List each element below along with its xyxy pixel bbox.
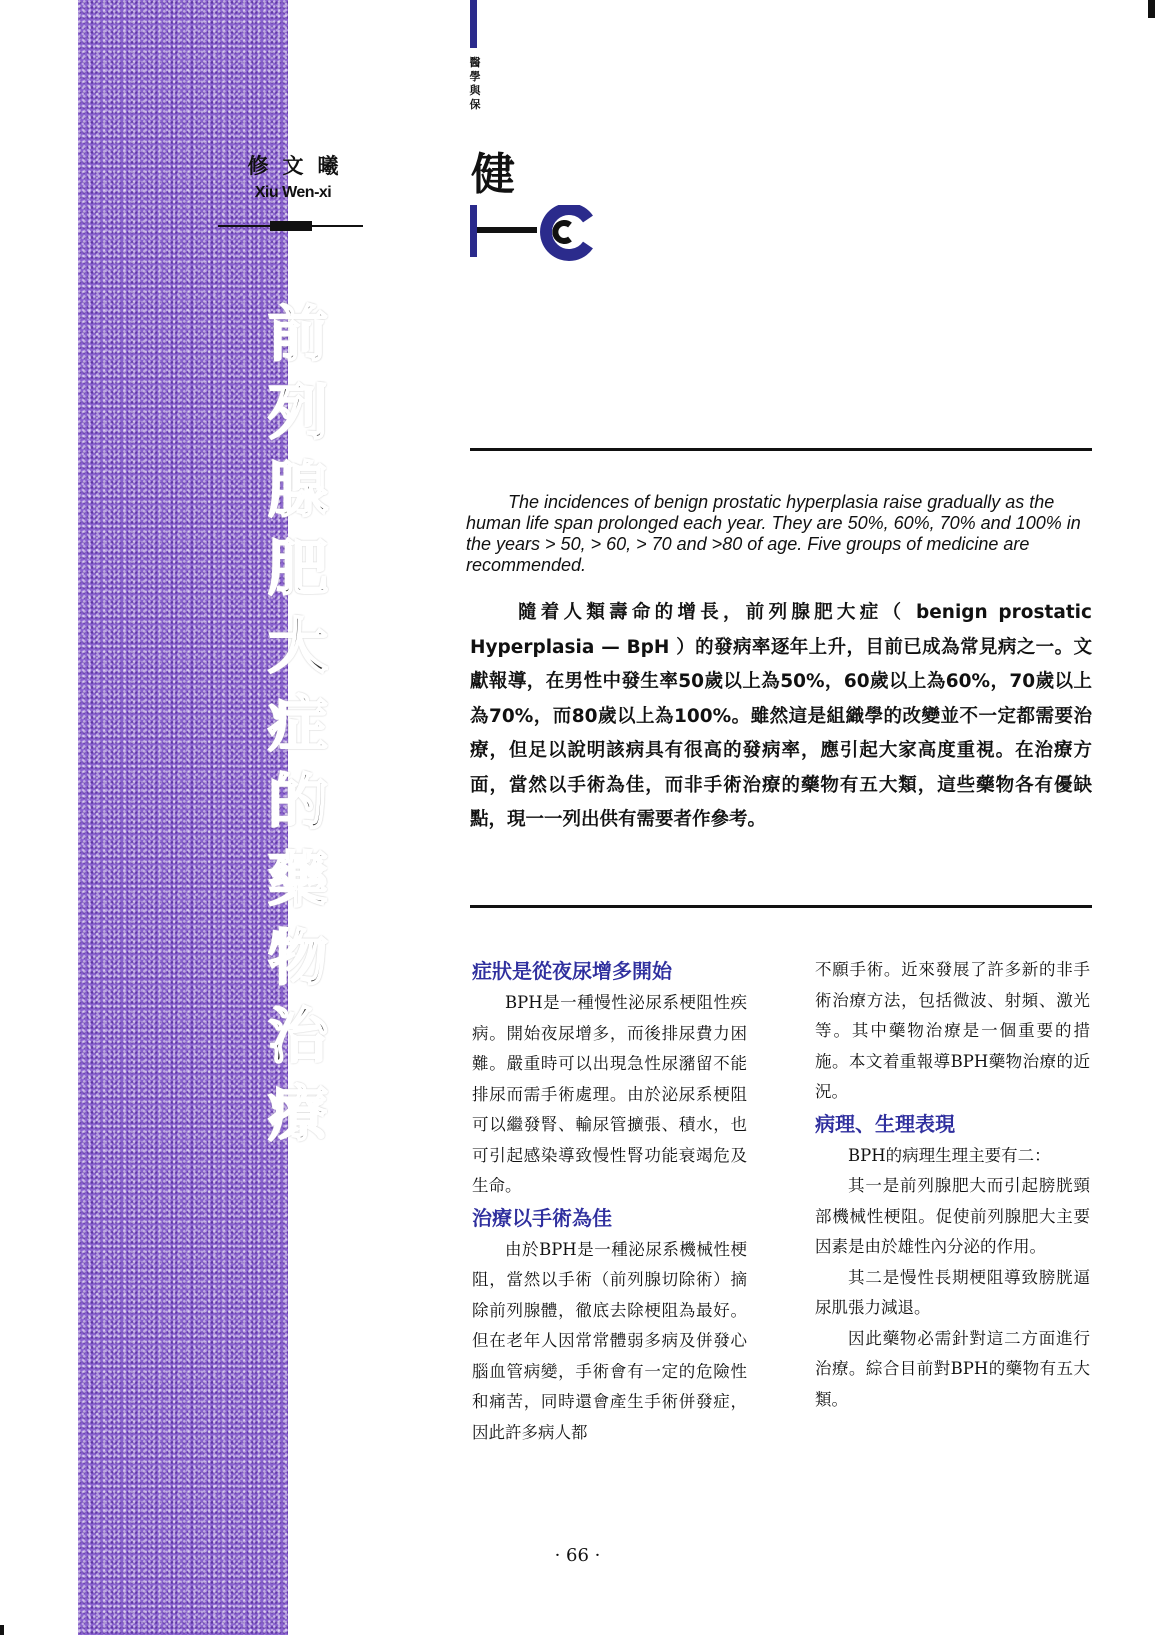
- title-char: 大: [268, 612, 328, 682]
- body-paragraph: BPH是一種慢性泌尿系梗阻性疾病。開始夜尿增多，而後排尿費力困難。嚴重時可以出現急性尿瀦留不能排尿而需手術處理。由於泌尿系梗阻可以繼發腎、輸尿管擴張、積水，也可引起感染導致慢性腎功能衰竭危及生命。: [472, 993, 747, 1195]
- corner-registration-mark: [1148, 0, 1155, 18]
- body-paragraph: 因此藥物必需針對這二方面進行治療。綜合目前對BPH的藥物有五大類。: [815, 1328, 1090, 1409]
- section-heading: 治療以手術為佳: [472, 1205, 612, 1230]
- page-number: · 66 ·: [554, 1545, 601, 1566]
- title-char: 列: [268, 378, 328, 448]
- decorative-purple-band: [78, 0, 288, 1635]
- title-char: 藥: [268, 846, 328, 916]
- divider-bottom: [470, 905, 1092, 908]
- body-paragraph: 其一是前列腺肥大而引起膀胱頸部機械性梗阻。促使前列腺肥大主要因素是由於雄性內分泌的作用。: [815, 1176, 1090, 1256]
- title-char: 物: [268, 924, 328, 994]
- title-char: 腺: [268, 456, 328, 526]
- section-heading: 病理、生理表現: [815, 1111, 955, 1136]
- body-paragraph: 其二是慢性長期梗阻導致膀胱逼尿肌張力減退。: [815, 1267, 1090, 1317]
- section-category-vertical: 醫學與保: [469, 56, 481, 111]
- body-column-left: [472, 955, 747, 1448]
- body-paragraph: BPH的病理生理主要有二：: [848, 1145, 1051, 1165]
- logo-bar-top: [470, 0, 477, 48]
- body-column-right: [815, 955, 1090, 1415]
- title-char: 治: [268, 1002, 328, 1072]
- title-char: 肥: [268, 534, 328, 604]
- section-heading: 症狀是從夜尿增多開始: [472, 959, 672, 983]
- author-rule-accent: [270, 221, 312, 231]
- section-category-char: 健: [471, 149, 515, 200]
- article-title: [258, 296, 338, 1154]
- title-char: 的: [268, 768, 328, 838]
- section-logo: [470, 0, 600, 265]
- hc-logo-icon: [470, 205, 600, 265]
- abstract-chinese: 隨着人類壽命的增長，前列腺肥大症（ benign prostatic Hyperplasia — BpH ）的發病率逐年上升，目前已成為常見病之一。文獻報導，在男性中發生率50歲以上為50%，60歲以上為60%，70歲以上為70%，而80歲以上為100%。雖然這是組織學的改變並不一定都需要治療，但足以說明該病具有很高的發病率，應引起大家高度重視。在治療方面，當然以手術為佳，而非手術治療的藥物有五大類，這些藥物各有優缺點，現一一列出供有需要者作參考。: [470, 602, 1092, 830]
- title-char: 前: [268, 300, 328, 370]
- title-char: 療: [268, 1080, 328, 1150]
- body-paragraph: 由於BPH是一種泌尿系機械性梗阻，當然以手術（前列腺切除術）摘除前列腺體，徹底去除梗阻為最好。但在老年人因常常體弱多病及併發心腦血管病變，手術會有一定的危險性和痛苦，同時還會產生手術併發症，因此許多病人都: [472, 1239, 747, 1442]
- body-paragraph: 不願手術。近來發展了許多新的非手術治療方法，包括微波、射頻、激光等。其中藥物治療是一個重要的措施。本文着重報導BPH藥物治療的近況。: [815, 960, 1090, 1101]
- divider-top: [470, 448, 1092, 451]
- author-name-zh: 修文曦: [247, 154, 353, 178]
- corner-registration-mark-bottom: [0, 1625, 4, 1635]
- author-block: [218, 150, 368, 202]
- author-name-en: Xiu Wen-xi: [254, 184, 332, 201]
- abstract-english: The incidences of benign prostatic hyperplasia raise gradually as the human life span prolonged each year. They are 50%, 60%, 70% and 100% in the years > 50, > 60, > 70 and >80 of age. Five groups of medicine are recommended.: [466, 492, 1081, 575]
- title-char: 症: [268, 690, 328, 760]
